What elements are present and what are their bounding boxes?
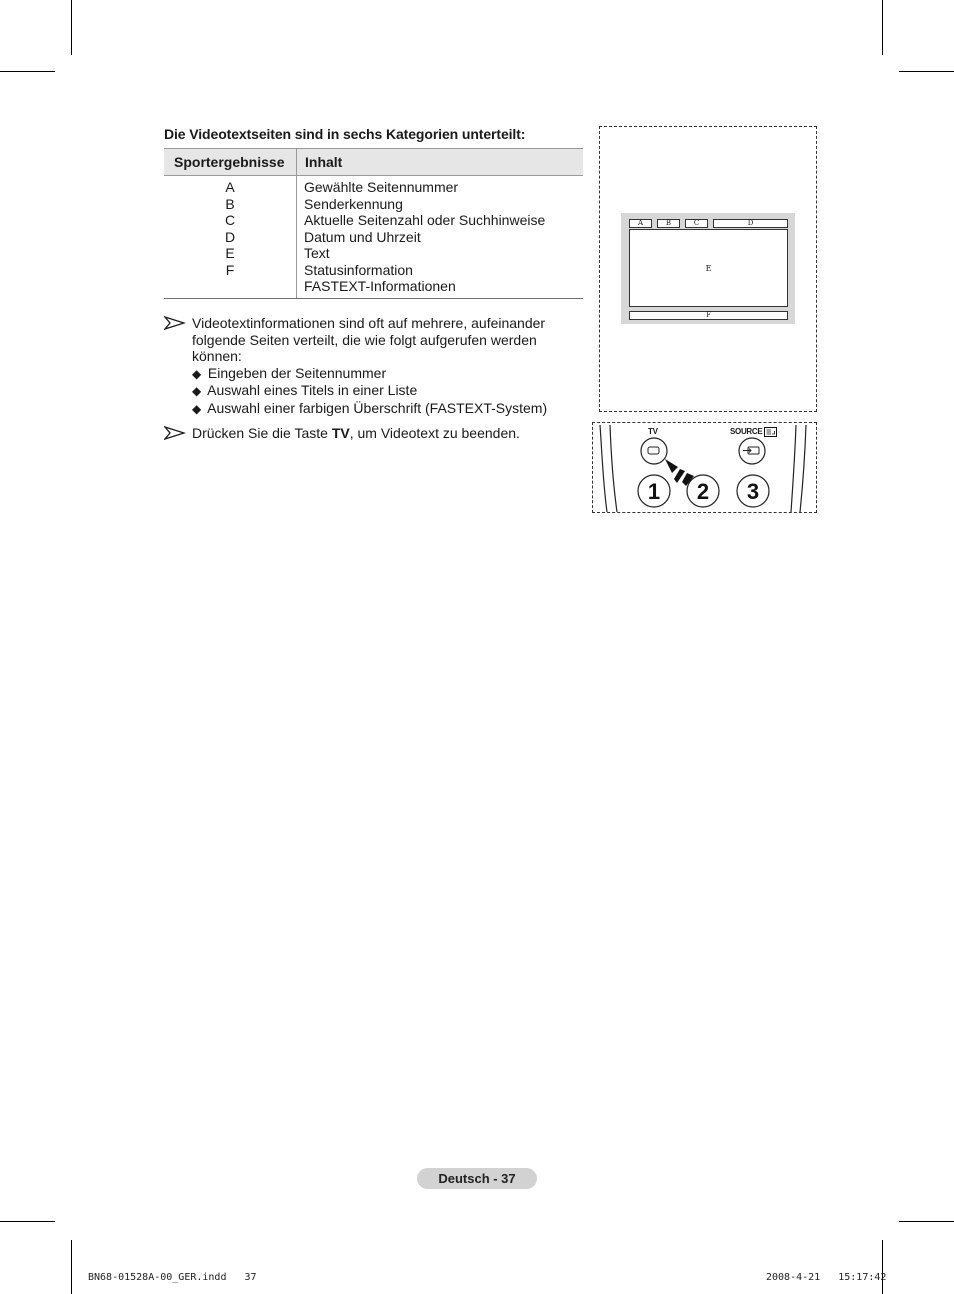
column-header-content: Inhalt <box>297 149 584 176</box>
remote-control-illustration <box>593 423 816 512</box>
description-cell: Senderkennung <box>304 195 403 212</box>
teletext-body <box>629 229 788 307</box>
remote-control-diagram <box>592 422 817 513</box>
note-line: Videotextinformationen sind oft auf mehrere, aufeinander <box>192 315 546 331</box>
note-line: können: <box>192 348 242 364</box>
crop-mark <box>0 1221 55 1222</box>
footer-timestamp: 2008-4-21 15:17:42 <box>766 1272 887 1283</box>
note-arrow-icon <box>164 315 186 331</box>
bullet-text: Eingeben der Seitennummer <box>207 364 387 381</box>
description-column <box>297 176 584 299</box>
note-text-prefix: Drücken Sie die Taste <box>192 425 332 441</box>
tv-screen <box>621 213 795 324</box>
letter-cell: B <box>225 195 235 212</box>
label-c: C <box>685 219 708 228</box>
source-button <box>739 438 765 464</box>
letter-cell: C <box>224 212 236 228</box>
label-d: D <box>713 219 788 228</box>
letter-cell: A <box>225 179 235 195</box>
bullet-item <box>192 400 564 418</box>
note-text-suffix: , um Videotext zu beenden. <box>349 425 520 441</box>
description-cell: Gewählte Seitennummer <box>304 179 459 195</box>
diamond-icon: ◆ <box>192 401 202 416</box>
table-header-row <box>164 149 583 176</box>
crop-mark <box>71 1240 72 1294</box>
tv-label: TV <box>648 427 658 436</box>
letter-column <box>164 176 297 299</box>
note-line: folgende Seiten verteilt, die wie folgt aufgerufen werden <box>192 331 537 348</box>
description-cell: FASTEXT-Informationen <box>304 278 456 294</box>
diamond-icon: ◆ <box>192 384 202 398</box>
crop-mark <box>882 1240 883 1294</box>
note-exit-teletext <box>164 425 584 442</box>
bullet-item <box>192 365 564 383</box>
label-f: F <box>629 311 788 320</box>
description-cell: Aktuelle Seitenzahl oder Suchhinweise <box>304 212 546 228</box>
letter-cell: E <box>225 245 235 261</box>
key-name: TV <box>331 425 350 441</box>
category-table <box>164 148 583 299</box>
footer-file-info: BN68-01528A-00_GER.indd 37 <box>88 1272 257 1283</box>
label-a: A <box>629 219 652 228</box>
label-e: E <box>705 264 712 273</box>
crop-mark <box>899 1221 954 1222</box>
crop-mark <box>71 0 72 55</box>
bullet-text: Auswahl einer farbigen Überschrift (FASTEXT-System) <box>207 399 548 416</box>
crop-mark <box>882 0 883 55</box>
note-teletext-pages <box>164 315 564 417</box>
label-b: B <box>657 219 680 228</box>
table-row <box>164 176 583 299</box>
source-input-icon <box>764 427 777 437</box>
column-header-category: Sportergebnisse <box>164 149 297 176</box>
description-cell: Statusinformation <box>304 261 413 278</box>
letter-cell: D <box>224 228 236 245</box>
letter-cell: F <box>225 261 235 278</box>
digit-2-label: 2 <box>696 479 710 504</box>
source-label: SOURCE <box>730 427 763 436</box>
bullet-item <box>192 382 564 400</box>
crop-mark <box>0 71 55 72</box>
digit-3-label: 3 <box>746 479 760 504</box>
diamond-icon: ◆ <box>192 366 202 381</box>
bullet-text: Auswahl eines Titels in einer Liste <box>207 382 418 398</box>
description-cell: Datum und Uhrzeit <box>304 228 421 245</box>
description-cell: Text <box>304 245 330 261</box>
teletext-screen-diagram <box>599 126 817 412</box>
crop-mark <box>899 71 954 72</box>
section-heading: Die Videotextseiten sind in sechs Kategorien unterteilt: <box>164 126 526 142</box>
note-arrow-icon <box>164 425 186 441</box>
tv-button <box>641 438 667 464</box>
digit-1-label: 1 <box>647 479 661 504</box>
page-number: Deutsch - 37 <box>417 1168 537 1189</box>
